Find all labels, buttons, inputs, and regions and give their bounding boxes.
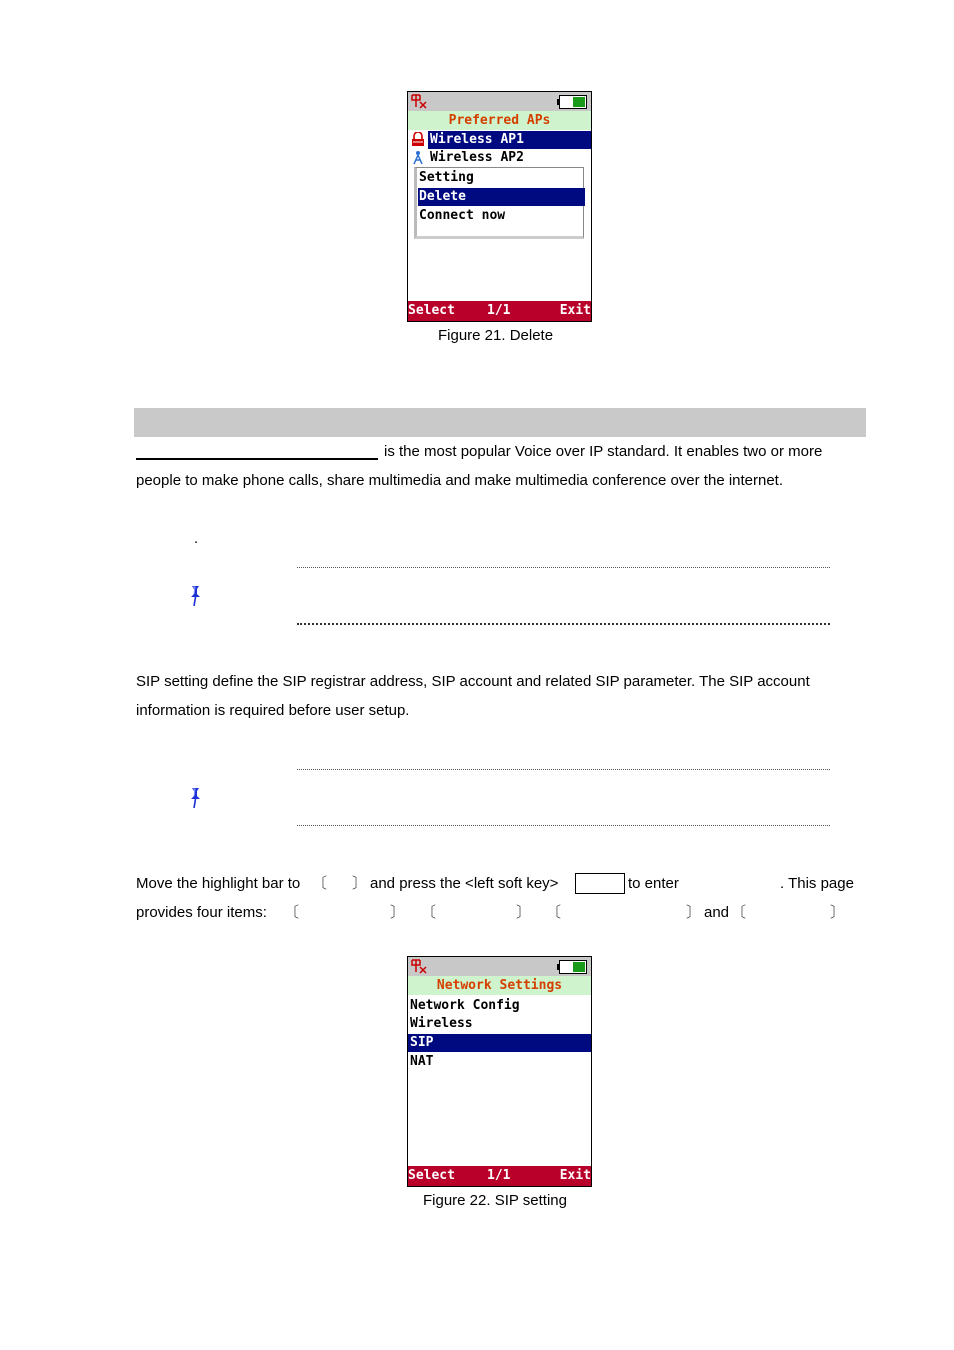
right-softkey[interactable]: Exit bbox=[559, 303, 591, 318]
bracket-close: 〕 bbox=[830, 904, 846, 921]
list-item-sip[interactable]: SIP bbox=[408, 1034, 591, 1052]
softkey-bar bbox=[408, 301, 591, 321]
bracket-close: 〕 bbox=[516, 904, 532, 921]
bracket-open: 〔 bbox=[421, 904, 437, 921]
battery-icon bbox=[559, 960, 587, 974]
right-softkey[interactable]: Exit bbox=[559, 1168, 591, 1183]
sip-link-underline[interactable] bbox=[136, 458, 378, 460]
note1-bottom-rule bbox=[297, 623, 830, 625]
move-text-c: to enter bbox=[628, 875, 679, 892]
figure22-caption: Figure 22. SIP setting bbox=[423, 1192, 567, 1209]
softkey-bar bbox=[408, 1166, 591, 1186]
battery-icon bbox=[559, 95, 587, 109]
options-popup-menu bbox=[414, 167, 584, 239]
pushpin-icon bbox=[188, 585, 202, 607]
no-signal-antenna-icon bbox=[410, 93, 428, 110]
sip-setting-line1: SIP setting define the SIP registrar address, SIP account and related SIP parameter. The SIP account bbox=[136, 673, 810, 690]
figure22-phone-screen bbox=[407, 956, 592, 1187]
provides-and: and bbox=[704, 904, 730, 921]
page-indicator: 1/1 bbox=[487, 1168, 511, 1183]
move-text-a: Move the highlight bar to bbox=[136, 875, 301, 892]
figure21-caption: Figure 21. Delete bbox=[438, 327, 554, 344]
status-bar bbox=[408, 92, 591, 111]
bracket-open: 〔 bbox=[546, 904, 562, 921]
stray-period: . bbox=[194, 530, 199, 547]
lock-icon bbox=[411, 132, 425, 147]
bracket-close: 〕 bbox=[686, 904, 702, 921]
figure21-phone-screen bbox=[407, 91, 592, 322]
bracket-open: 〔 bbox=[284, 904, 300, 921]
menu-item-setting[interactable]: Setting bbox=[419, 170, 474, 185]
sip-intro-line1: is the most popular Voice over IP standard. It enables two or more bbox=[384, 443, 823, 460]
bracket-open: 〔 bbox=[731, 904, 747, 921]
provides-text: provides four items: bbox=[136, 904, 267, 921]
screen-title: Preferred APs bbox=[408, 111, 591, 130]
list-item-wireless[interactable]: Wireless bbox=[410, 1016, 473, 1031]
sip-intro-line2: people to make phone calls, share multimedia and make multimedia conference over the internet. bbox=[136, 472, 784, 489]
pushpin-icon bbox=[188, 787, 202, 809]
page-indicator: 1/1 bbox=[487, 303, 511, 318]
bracket-close: 〕 bbox=[390, 904, 406, 921]
bracket-open: 〔 bbox=[312, 875, 328, 892]
left-softkey[interactable]: Select bbox=[408, 1168, 455, 1183]
list-item-wireless-ap1[interactable]: Wireless AP1 bbox=[428, 131, 592, 149]
left-softkey[interactable]: Select bbox=[408, 303, 455, 318]
note2-top-rule bbox=[297, 769, 830, 770]
status-bar bbox=[408, 957, 591, 976]
move-text-d: . This page bbox=[780, 875, 854, 892]
list-item-network-config[interactable]: Network Config bbox=[410, 998, 520, 1013]
list-item-wireless-ap2[interactable]: Wireless AP2 bbox=[430, 150, 524, 165]
no-signal-antenna-icon bbox=[410, 958, 428, 975]
note1-top-rule bbox=[297, 567, 830, 568]
menu-item-delete[interactable]: Delete bbox=[418, 188, 585, 206]
left-soft-key-image bbox=[575, 873, 625, 894]
section-heading-bar bbox=[134, 408, 866, 437]
screen-title: Network Settings bbox=[408, 976, 591, 995]
menu-item-connect-now[interactable]: Connect now bbox=[419, 208, 506, 223]
list-item-nat[interactable]: NAT bbox=[410, 1054, 434, 1069]
bracket-close: 〕 bbox=[352, 875, 368, 892]
sip-setting-line2: information is required before user setup. bbox=[136, 702, 410, 719]
note2-bottom-rule bbox=[297, 825, 830, 826]
antenna-icon bbox=[412, 150, 424, 165]
move-text-b: and press the <left soft key> bbox=[370, 875, 559, 892]
